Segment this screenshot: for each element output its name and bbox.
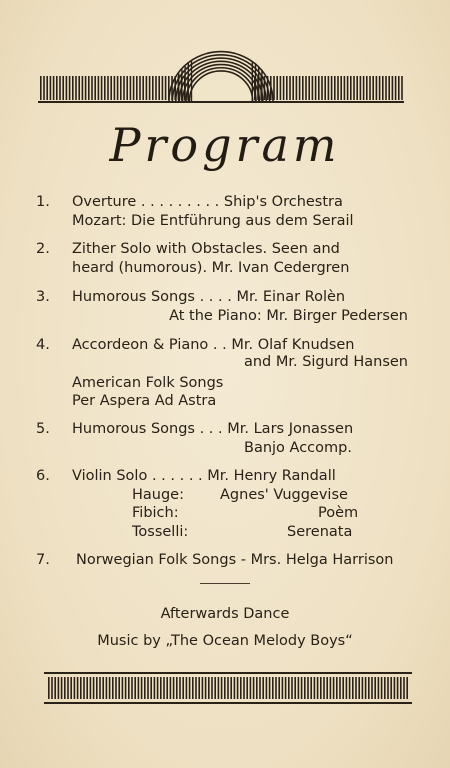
item-number: 4. xyxy=(36,337,50,353)
item-line: Mozart: Die Entführung aus dem Serail xyxy=(72,213,354,229)
composer-label: Tosselli: xyxy=(132,524,189,540)
item-number: 6. xyxy=(36,468,50,484)
item-line: Violin Solo . . . . . . Mr. Henry Randall xyxy=(72,468,336,484)
item-number: 3. xyxy=(36,289,50,305)
item-number: 2. xyxy=(36,241,50,257)
divider xyxy=(200,583,250,584)
work-title: Agnes' Vuggevise xyxy=(220,487,348,503)
footer-line: Afterwards Dance xyxy=(160,606,290,622)
work-title: Poèm xyxy=(318,505,359,521)
item-line: Zither Solo with Obstacles. Seen and xyxy=(72,241,340,257)
item-line: Overture . . . . . . . . . Ship's Orchestra xyxy=(72,194,343,210)
item-line: Banjo Accomp. xyxy=(244,440,352,456)
item-line: Norwegian Folk Songs - Mrs. Helga Harrison xyxy=(76,552,394,568)
item-line: Accordeon & Piano . . Mr. Olaf Knudsen xyxy=(72,337,355,353)
item-line: Humorous Songs . . . Mr. Lars Jonassen xyxy=(72,421,354,437)
item-line: and Mr. Sigurd Hansen xyxy=(243,354,408,370)
work-title: Serenata xyxy=(287,524,353,540)
item-line: At the Piano: Mr. Birger Pedersen xyxy=(169,308,408,324)
item-line: Per Aspera Ad Astra xyxy=(72,393,217,409)
top-ornament xyxy=(38,48,404,104)
item-number: 1. xyxy=(36,194,50,210)
item-line: heard (humorous). Mr. Ivan Cedergren xyxy=(72,260,350,276)
item-number: 5. xyxy=(36,421,50,437)
page-title: Program xyxy=(109,118,341,172)
bottom-ornament xyxy=(44,672,412,704)
composer-label: Hauge: xyxy=(132,487,184,503)
item-number: 7. xyxy=(36,552,50,568)
footer-line: Music by „The Ocean Melody Boys“ xyxy=(97,633,353,649)
item-line: Humorous Songs . . . . Mr. Einar Rolèn xyxy=(72,289,346,305)
item-line: American Folk Songs xyxy=(72,375,224,391)
composer-label: Fibich: xyxy=(132,505,179,521)
